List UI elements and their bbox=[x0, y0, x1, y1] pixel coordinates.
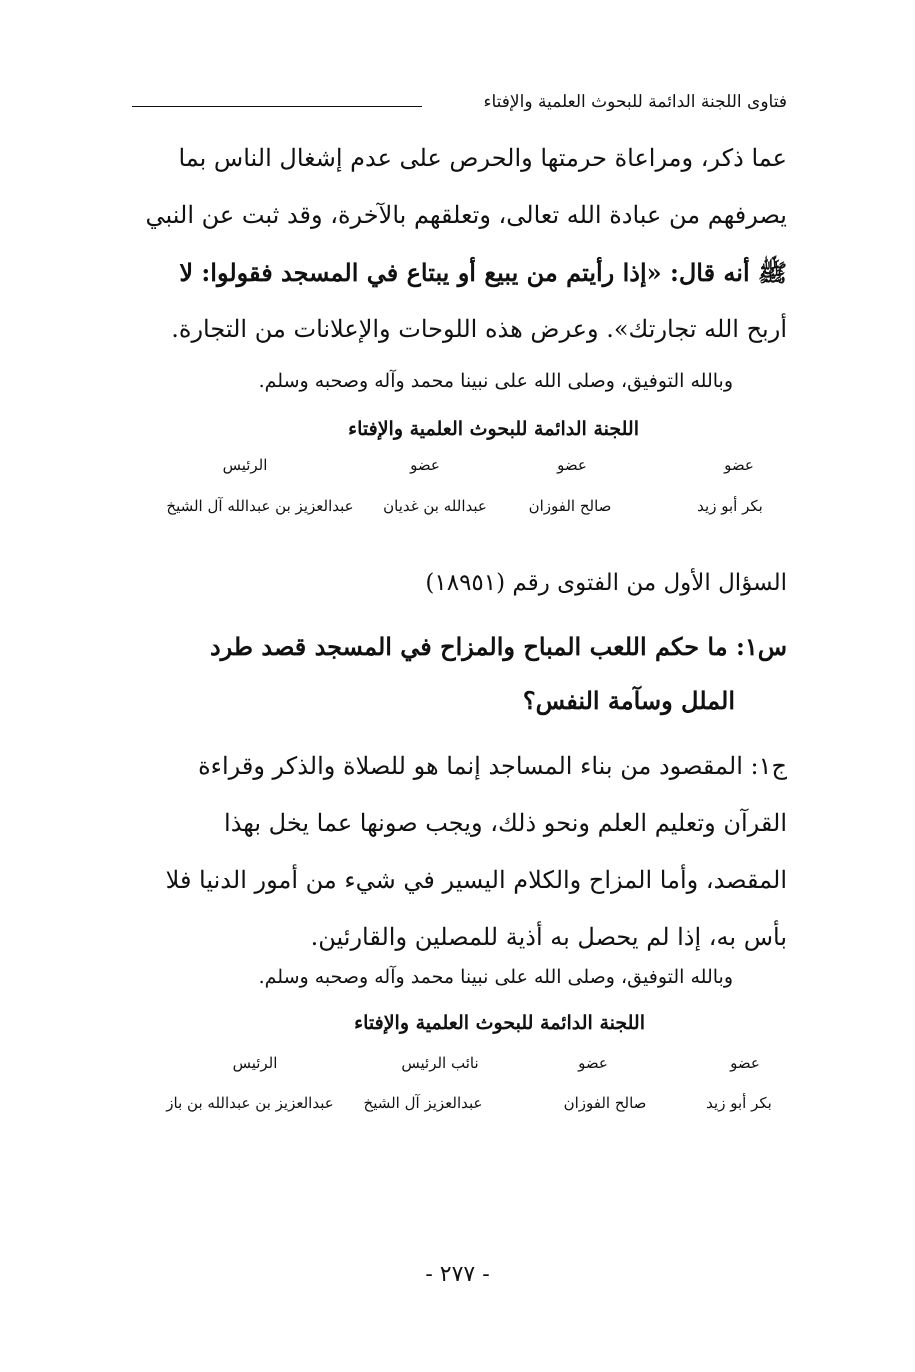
role-label: الرئيس bbox=[222, 456, 268, 474]
running-header bbox=[132, 92, 787, 122]
answer-line: المقصد، وأما المزاح والكلام اليسير في شيء من أمور الدنيا فلا bbox=[165, 866, 787, 894]
role-label: نائب الرئيس bbox=[401, 1054, 479, 1072]
paragraph-line: عما ذكر، ومراعاة حرمتها والحرص على عدم إشغال الناس بما bbox=[178, 144, 787, 172]
member-name: عبدالله بن غديان bbox=[383, 497, 487, 515]
hadith-line: ﷺ أنه قال: «إذا رأيتم من يبيع أو يبتاع في المسجد فقولوا: لا bbox=[179, 258, 787, 287]
header-title: فتاوى اللجنة الدائمة للبحوث العلمية والإفتاء bbox=[483, 92, 787, 112]
role-label: الرئيس bbox=[232, 1054, 278, 1072]
question-line: الملل وسآمة النفس؟ bbox=[522, 686, 735, 715]
header-rule bbox=[132, 106, 422, 107]
member-name: صالح الفوزان bbox=[563, 1094, 647, 1112]
fatwa-heading: السؤال الأول من الفتوى رقم (١٨٩٥١) bbox=[425, 570, 787, 596]
member-name: صالح الفوزان bbox=[528, 497, 612, 515]
role-label: عضو bbox=[557, 456, 587, 474]
role-label: عضو bbox=[410, 456, 440, 474]
role-label: عضو bbox=[724, 456, 754, 474]
answer-line: بأس به، إذا لم يحصل به أذية للمصلين والقارئين. bbox=[310, 923, 787, 951]
paragraph-line: أربح الله تجارتك». وعرض هذه اللوحات والإعلانات من التجارة. bbox=[171, 315, 787, 343]
member-name: عبدالعزيز بن عبدالله بن باز bbox=[166, 1094, 334, 1112]
member-name: بكر أبو زيد bbox=[706, 1094, 772, 1112]
signature-roles bbox=[0, 456, 915, 484]
answer-continuation bbox=[127, 130, 787, 358]
member-name: عبدالعزيز بن عبدالله آل الشيخ bbox=[166, 497, 354, 515]
committee-name: اللجنة الدائمة للبحوث العلمية والإفتاء bbox=[354, 1012, 645, 1034]
signature-roles bbox=[0, 1054, 915, 1082]
answer-line: ج١: المقصود من بناء المساجد إنما هو للصلاة والذكر وقراءة bbox=[198, 752, 787, 780]
question-line: س١: ما حكم اللعب المباح والمزاح في المسجد قصد طرد bbox=[209, 632, 787, 661]
page-number: - ٢٧٧ - bbox=[425, 1262, 490, 1287]
member-name: بكر أبو زيد bbox=[697, 497, 763, 515]
signature-names bbox=[0, 497, 915, 525]
question-block bbox=[127, 620, 787, 728]
committee-name: اللجنة الدائمة للبحوث العلمية والإفتاء bbox=[348, 418, 639, 440]
signature-names bbox=[0, 1094, 915, 1122]
closing-prayer: وبالله التوفيق، وصلى الله على نبينا محمد وآله وصحبه وسلم. bbox=[258, 966, 733, 988]
closing-prayer: وبالله التوفيق، وصلى الله على نبينا محمد وآله وصحبه وسلم. bbox=[258, 370, 733, 392]
answer-block bbox=[127, 738, 787, 966]
role-label: عضو bbox=[730, 1054, 760, 1072]
paragraph-line: يصرفهم من عبادة الله تعالى، وتعلقهم بالآخرة، وقد ثبت عن النبي bbox=[145, 201, 787, 229]
answer-line: القرآن وتعليم العلم ونحو ذلك، ويجب صونها عما يخل بهذا bbox=[224, 809, 787, 837]
role-label: عضو bbox=[578, 1054, 608, 1072]
member-name: عبدالعزيز آل الشيخ bbox=[363, 1094, 483, 1112]
